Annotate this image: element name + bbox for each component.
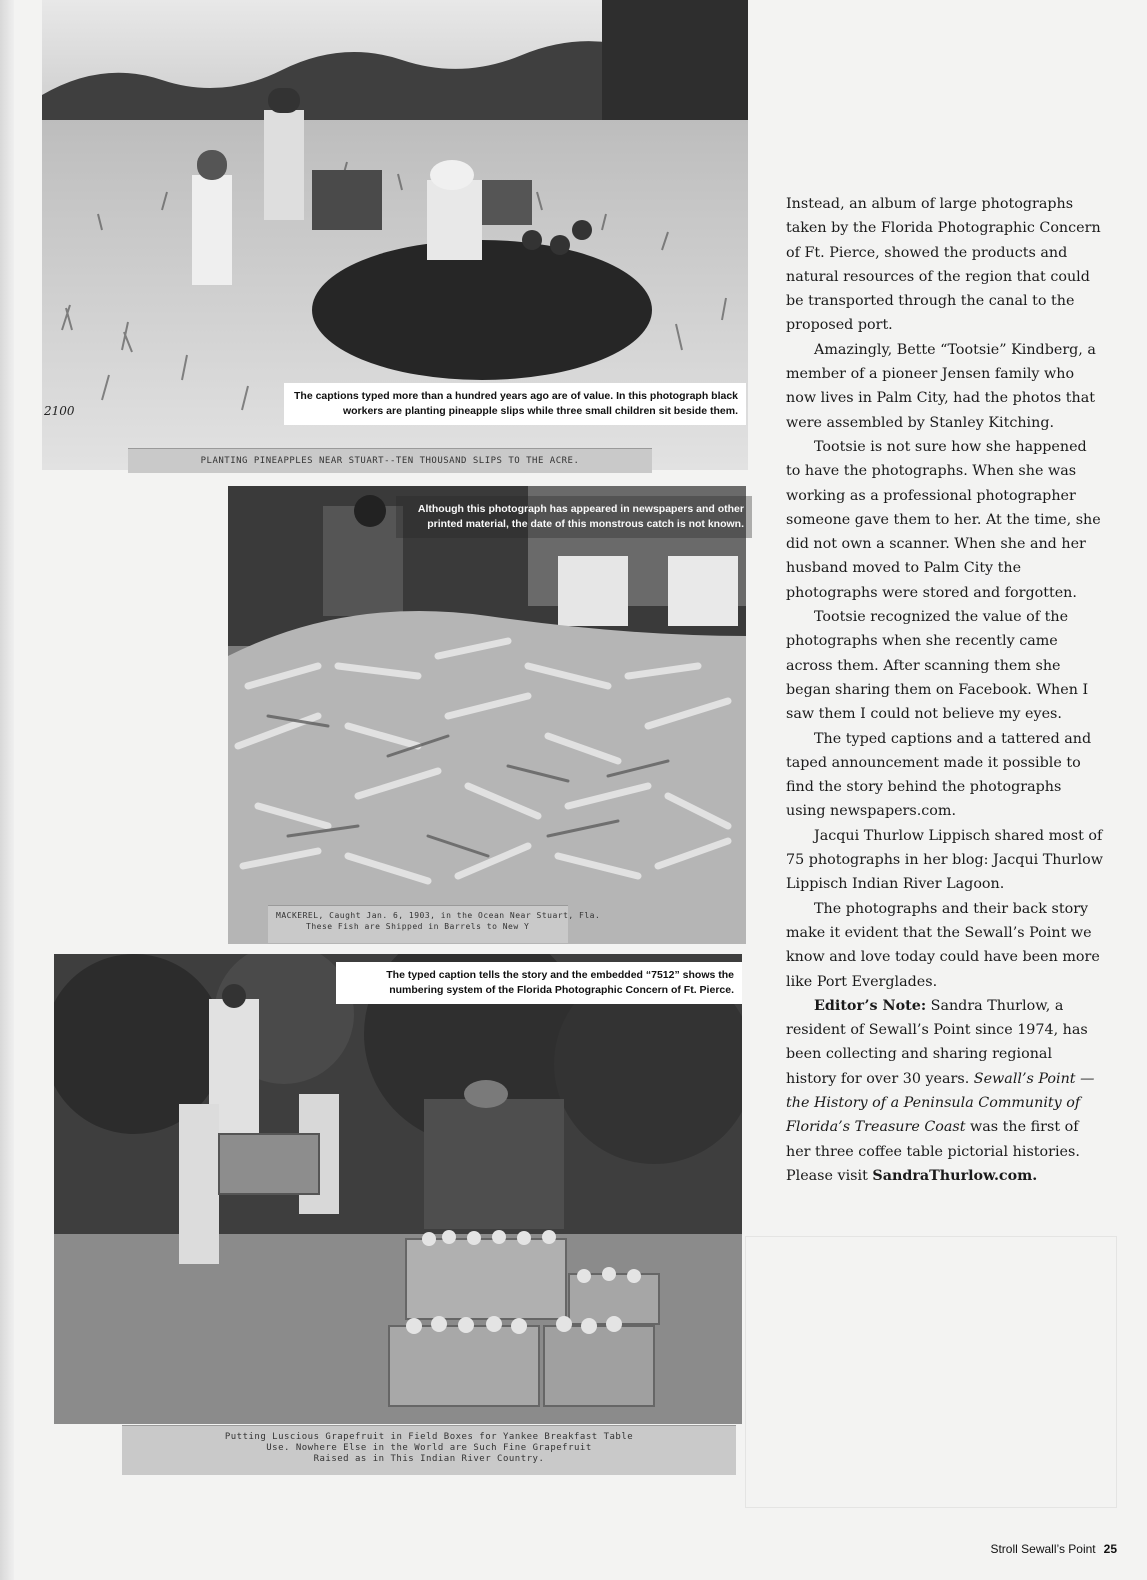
pineapple-caption [284, 383, 746, 425]
grapefruit-scene [54, 954, 742, 1424]
pineapple-typed-caption [128, 448, 652, 473]
page-gutter [0, 0, 14, 1580]
editors-note-label: Editor’s Note: [814, 997, 927, 1014]
grapefruit-typed-line-2: Use. Nowhere Else in the World are Such Fine Grapefruit [266, 1443, 592, 1453]
page-number: 25 [1103, 1542, 1117, 1556]
article-paragraph-3: Tootsie is not sure how she happened to have the photographs. When she was working as a professional photographer someone gave them to her. At the time, she did not own a scanner. When she and her husband moved to Palm City the photographs were stored and forgotten. [786, 438, 1101, 601]
pineapple-caption-text: The captions typed more than a hundred years ago are of value. In this photograph black workers are planting pineapple slips while three small children sit beside them. [294, 390, 738, 417]
bleed-through-ad [745, 1236, 1117, 1508]
article-paragraph-1: Instead, an album of large photographs taken by the Florida Photographic Concern of Ft. Pierce, showed the products and natural resources of the region that could be transported through the canal to the proposed port. [786, 196, 1101, 334]
fish-typed-line-2: These Fish are Shipped in Barrels to New Y [306, 922, 530, 931]
editors-note-text-b: was the first of her three coffee table pictorial histories. Please visit [786, 1119, 1080, 1184]
fish-photo [228, 486, 746, 944]
fish-caption-text: Although this photograph has appeared in newspapers and other printed material, the date of this monstrous catch is not known. [417, 503, 744, 530]
grapefruit-caption [336, 962, 742, 1004]
publication-name: Stroll Sewall’s Point [990, 1542, 1096, 1556]
website-link[interactable]: SandraThurlow.com. [872, 1167, 1038, 1184]
pineapple-typed-text: PLANTING PINEAPPLES NEAR STUART--TEN THOUSAND SLIPS TO THE ACRE. [200, 456, 580, 466]
pineapple-photo-number: 2100 [44, 404, 75, 418]
fish-caption [396, 496, 752, 538]
editors-note-text-a: Sandra Thurlow, a resident of Sewall’s Point since 1974, has been collecting and sharing regional history for over 30 years. [786, 997, 1088, 1087]
grapefruit-typed-line-1: Putting Luscious Grapefruit in Field Boxes for Yankee Breakfast Table [224, 1432, 634, 1442]
grapefruit-photo [54, 954, 742, 1424]
editors-note [786, 994, 1104, 1188]
article-paragraph-6: Jacqui Thurlow Lippisch shared most of 75 photographs in her blog: Jacqui Thurlow Lippisch Indian River Lagoon. [786, 827, 1103, 893]
grapefruit-caption-text: The typed caption tells the story and the embedded “7512” shows the numbering system of the Florida Photographic Concern of Ft. Pierce. [386, 969, 734, 996]
article-paragraph-4: Tootsie recognized the value of the photographs when she recently came across them. After scanning them she began sharing them on Facebook. When I saw them I could not believe my eyes. [786, 609, 1089, 723]
page-footer [990, 1542, 1117, 1556]
article-column [786, 192, 1104, 1188]
grapefruit-typed-caption [122, 1425, 736, 1475]
article-paragraph-5: The typed captions and a tattered and taped announcement made it possible to find the story behind the photographs using newspapers.com. [786, 730, 1092, 820]
book-title: Sewall’s Point — the History of a Peninsula Community of Florida’s Treasure Coast [786, 1070, 1095, 1136]
article-paragraph-7: The photographs and their back story make it evident that the Sewall’s Point we know and love today could have been more like Port Everglades. [786, 900, 1100, 990]
fish-typed-line-1: MACKEREL, Caught Jan. 6, 1903, in the Ocean Near Stuart, Fla. [276, 911, 601, 920]
article-paragraph-2: Amazingly, Bette “Tootsie” Kindberg, a member of a pioneer Jensen family who now lives in Palm City, had the photos that were assembled by Stanley Kitching. [786, 341, 1096, 431]
grapefruit-typed-line-3: Raised as in This Indian River Country. [313, 1454, 545, 1464]
fish-scene [228, 486, 746, 944]
fish-typed-caption [268, 905, 601, 943]
